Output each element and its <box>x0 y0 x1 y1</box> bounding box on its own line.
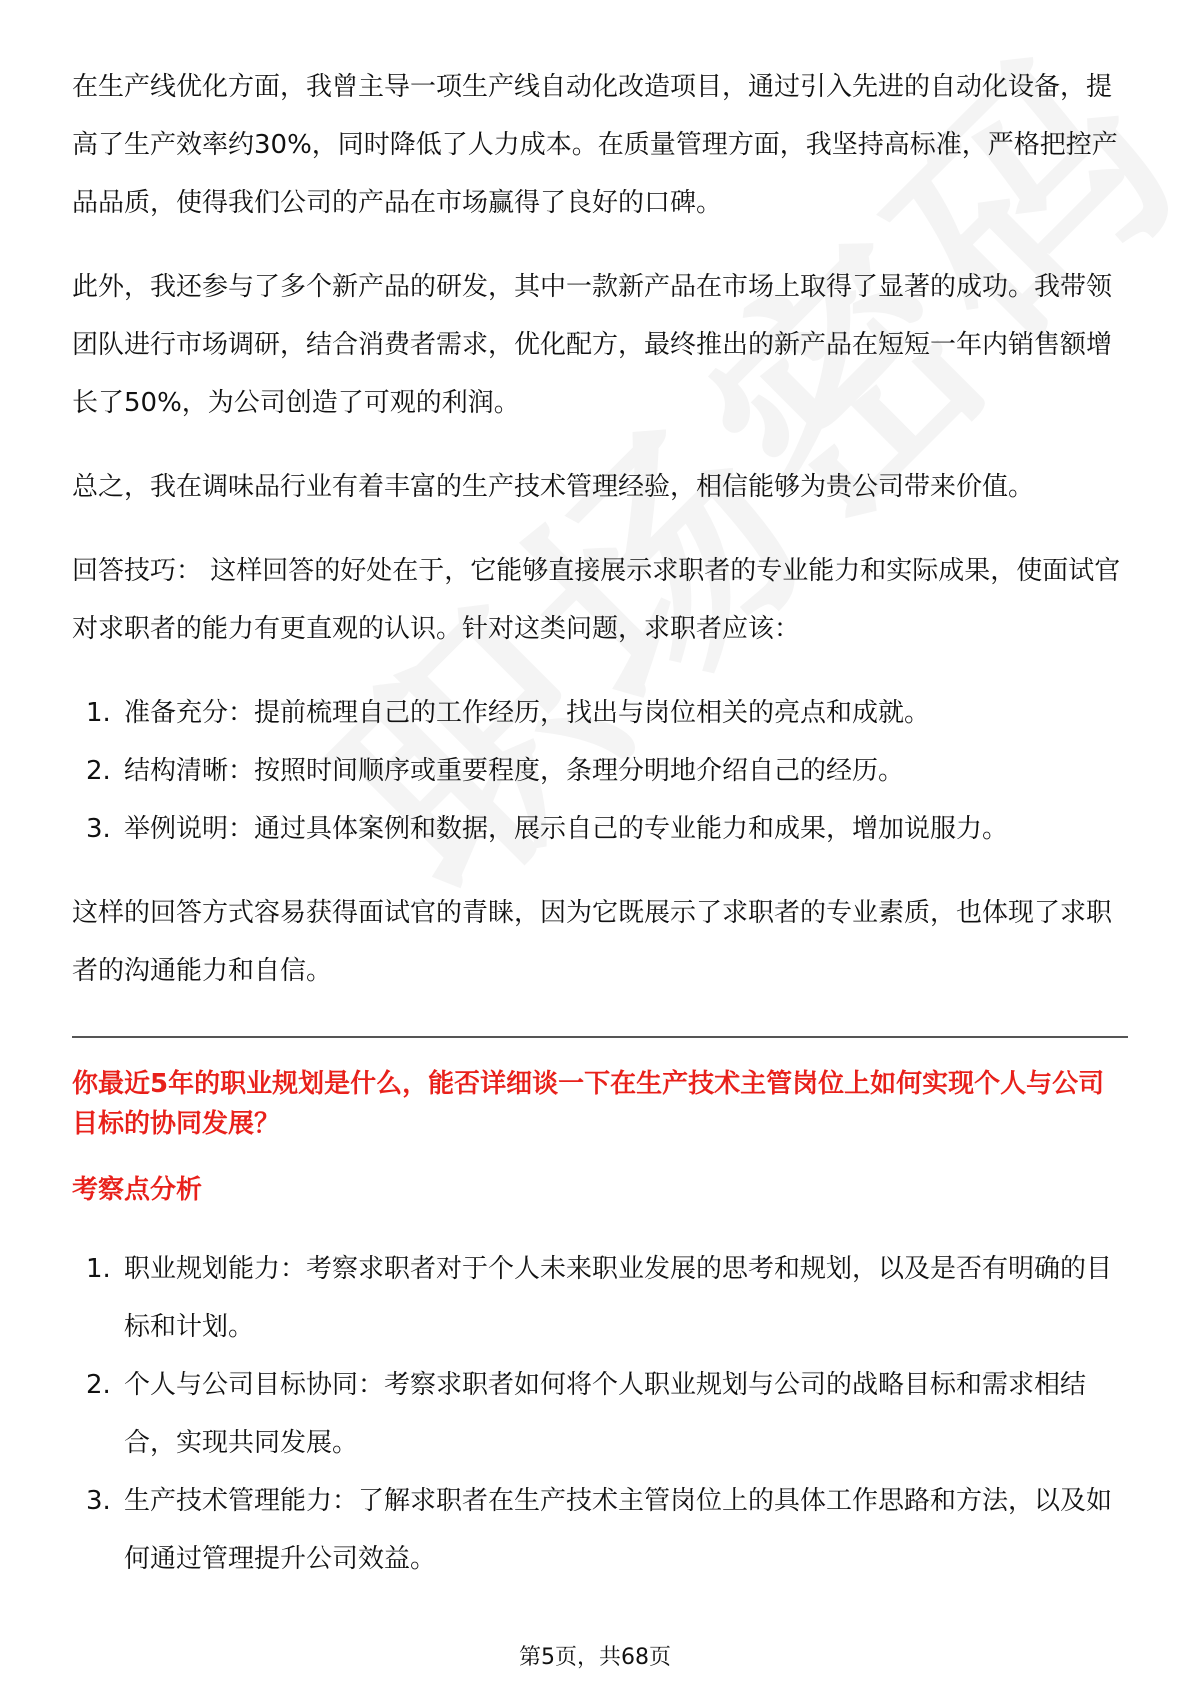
paragraph-summary: 总之，我在调味品行业有着丰富的生产技术管理经验，相信能够为贵公司带来价值。 <box>72 472 1035 502</box>
paragraph-answer-tips: 回答技巧： 这样回答的好处在于，它能够直接展示求职者的专业能力和实际成果，使面试官对求职者的能力有更直观的认识。针对这类问题，求职者应该： <box>72 556 1121 644</box>
analysis-heading: 考察点分析 <box>72 1175 203 1205</box>
paragraph-closing: 这样的回答方式容易获得面试官的青睐，因为它既展示了求职者的专业素质，也体现了求职者的沟通能力和自信。 <box>72 898 1113 986</box>
list-number: 1. <box>86 698 111 728</box>
list-item <box>72 800 1128 858</box>
list-item-text: 职业规划能力：考察求职者对于个人未来职业发展的思考和规划，以及是否有明确的目标和计划。 <box>124 1254 1113 1342</box>
section-divider <box>72 1036 1128 1038</box>
page-number: 第5页，共68页 <box>519 1645 671 1670</box>
list-number: 3. <box>86 1486 111 1516</box>
list-item-text: 准备充分：提前梳理自己的工作经历，找出与岗位相关的亮点和成就。 <box>124 698 931 728</box>
list-item <box>72 1472 1128 1588</box>
tips-list <box>72 684 1128 858</box>
document-body <box>72 58 1128 1614</box>
list-item-text: 举例说明：通过具体案例和数据，展示自己的专业能力和成果，增加说服力。 <box>124 814 1009 844</box>
list-number: 2. <box>86 1370 111 1400</box>
list-item <box>72 1240 1128 1356</box>
paragraph-new-product: 此外，我还参与了多个新产品的研发，其中一款新产品在市场上取得了显著的成功。我带领团队进行市场调研，结合消费者需求，优化配方，最终推出的新产品在短短一年内销售额增长了50%，为公司创造了可观的利润。 <box>72 272 1113 418</box>
list-item <box>72 742 1128 800</box>
question-heading: 你最近5年的职业规划是什么，能否详细谈一下在生产技术主管岗位上如何实现个人与公司目标的协同发展？ <box>72 1069 1105 1139</box>
list-number: 2. <box>86 756 111 786</box>
list-item-text: 结构清晰：按照时间顺序或重要程度，条理分明地介绍自己的经历。 <box>124 756 905 786</box>
list-item-text: 个人与公司目标协同：考察求职者如何将个人职业规划与公司的战略目标和需求相结合，实现共同发展。 <box>124 1370 1087 1458</box>
list-item-text: 生产技术管理能力：了解求职者在生产技术主管岗位上的具体工作思路和方法，以及如何通过管理提升公司效益。 <box>124 1486 1113 1574</box>
list-item <box>72 684 1128 742</box>
analysis-list <box>72 1240 1128 1588</box>
paragraph-production-line: 在生产线优化方面，我曾主导一项生产线自动化改造项目，通过引入先进的自动化设备，提高了生产效率约30%，同时降低了人力成本。在质量管理方面，我坚持高标准，严格把控产品品质，使得我们公司的产品在市场赢得了良好的口碑。 <box>72 72 1118 218</box>
list-item <box>72 1356 1128 1472</box>
list-number: 1. <box>86 1254 111 1284</box>
list-number: 3. <box>86 814 111 844</box>
